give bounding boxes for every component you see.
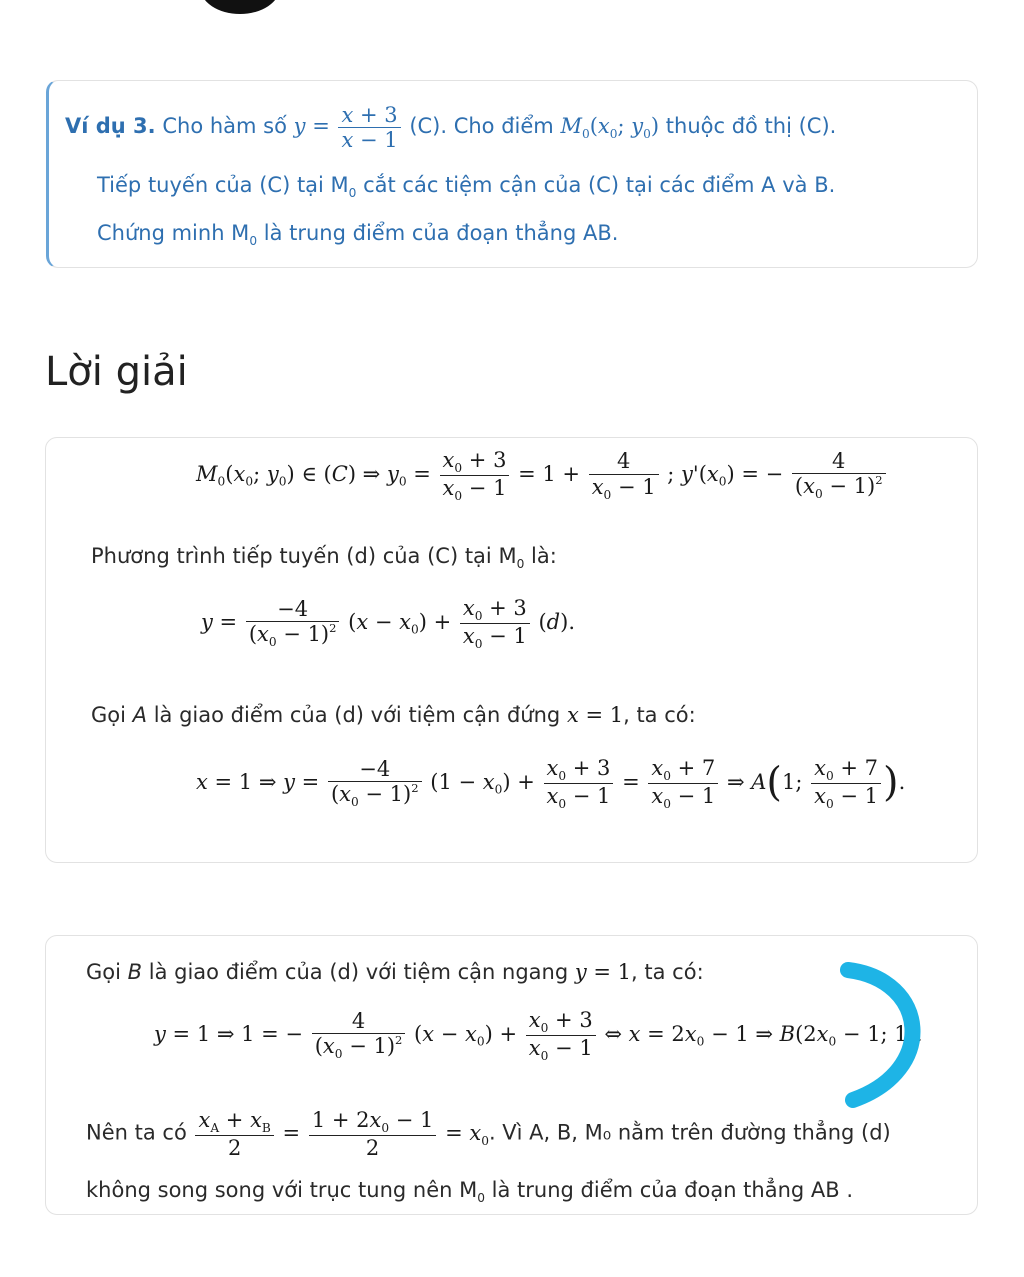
solution-card-1 — [45, 437, 978, 863]
example-card — [46, 80, 978, 268]
midpoint-line: Nên ta có $\frac{x_A + x_B}{2}$ = $\frac{1 + 2x_0 - 1}{2}$ = $x_0$. Vì A, B, M₀ nằm trên đường thẳng (d) — [86, 1108, 891, 1160]
text: Gọi — [86, 960, 121, 984]
tangent-label-end: là: — [531, 544, 557, 568]
example-text: Cho hàm số — [162, 114, 287, 139]
formula-y0: $M_0(x_0$; $y_0$) ∈ (C) ⇒ $y_0$ = $\frac{x_0 + 3}{x_0 - 1}$ = 1 + $\frac{4}{x_0 - 1}$ ; $y'(x_0)$ = − $\frac{4}{(x_0 - 1)^2}$ — [196, 448, 888, 503]
example-text: cắt các tiệm cận của (C) tại các điểm A và B. — [363, 173, 836, 197]
example-label: Ví dụ 3. — [65, 114, 156, 139]
text: là giao điểm của (d) với tiệm cận ngang — [148, 960, 569, 984]
text: . Vì A, B, M₀ nằm trên đường thẳng (d) — [488, 1120, 891, 1145]
example-text: (C). Cho điểm — [409, 114, 554, 139]
example-line-2: Tiếp tuyến của (C) tại $M_0$ cắt các tiệm cận của (C) tại các điểm A và B. — [97, 173, 836, 200]
example-text: thuộc đồ thị (C). — [665, 114, 837, 139]
formula-tangent: y = $\frac{-4}{(x_0 - 1)^2}$ $(x - x_0)$ + $\frac{x_0 + 3}{x_0 - 1}$ (d). — [201, 596, 575, 651]
tangent-label-text: Phương trình tiếp tuyến (d) của (C) tại M — [91, 544, 517, 568]
example-line-1 — [65, 103, 836, 152]
conclusion-line: không song song với trục tung nên $M_0$ là trung điểm của đoạn thẳng AB . — [86, 1178, 854, 1205]
example-text: Tiếp tuyến của (C) tại M — [97, 173, 349, 197]
cropped-decoration — [200, 0, 280, 14]
tangent-label: Phương trình tiếp tuyến (d) của (C) tại $M_0$ là: — [91, 544, 557, 571]
example-line-3: Chứng minh $M_0$ là trung điểm của đoạn thẳng AB. — [97, 221, 619, 248]
point-m0: $M_0(x_0$; $y_0$) — [560, 114, 660, 141]
point-b-label: Gọi B là giao điểm của (d) với tiệm cận ngang y = 1, ta có: — [86, 960, 704, 984]
annotation-arc — [818, 960, 958, 1110]
function-formula: y = $\frac{x + 3}{x - 1}$ — [294, 114, 410, 138]
text: là giao điểm của (d) với tiệm cận đứng — [153, 703, 561, 727]
text: không song song với trục tung nên M — [86, 1178, 478, 1202]
example-text: là trung điểm của đoạn thẳng AB. — [263, 221, 619, 245]
point-a-label: Gọi A là giao điểm của (d) với tiệm cận đứng x = 1, ta có: — [91, 703, 696, 727]
text: là trung điểm của đoạn thẳng AB . — [491, 1178, 854, 1202]
text: , ta có: — [623, 703, 696, 727]
text: Nên ta có — [86, 1120, 187, 1145]
formula-point-a: x = 1 ⇒ y = $\frac{-4}{(x_0 - 1)^2}$ $(1 - x_0)$ + $\frac{x_0 + 3}{x_0 - 1}$ = $\frac{x_0 + 7}{x_0 - 1}$ ⇒ A(1; $\frac{x_0 + 7}{x_0 - 1}$ ). — [196, 756, 906, 811]
text: Gọi — [91, 703, 126, 727]
text: , ta có: — [631, 960, 704, 984]
formula-point-b: y = 1 ⇒ 1 = − $\frac{4}{(x_0 - 1)^2}$ $(x - x_0)$ + $\frac{x_0 + 3}{x_0 - 1}$ ⇔ $x = 2x_0 - 1$ ⇒ $B(2x_0 - 1$; 1). — [154, 1008, 923, 1063]
page-title: Lời giải — [45, 349, 188, 395]
example-text: Chứng minh M — [97, 221, 250, 245]
